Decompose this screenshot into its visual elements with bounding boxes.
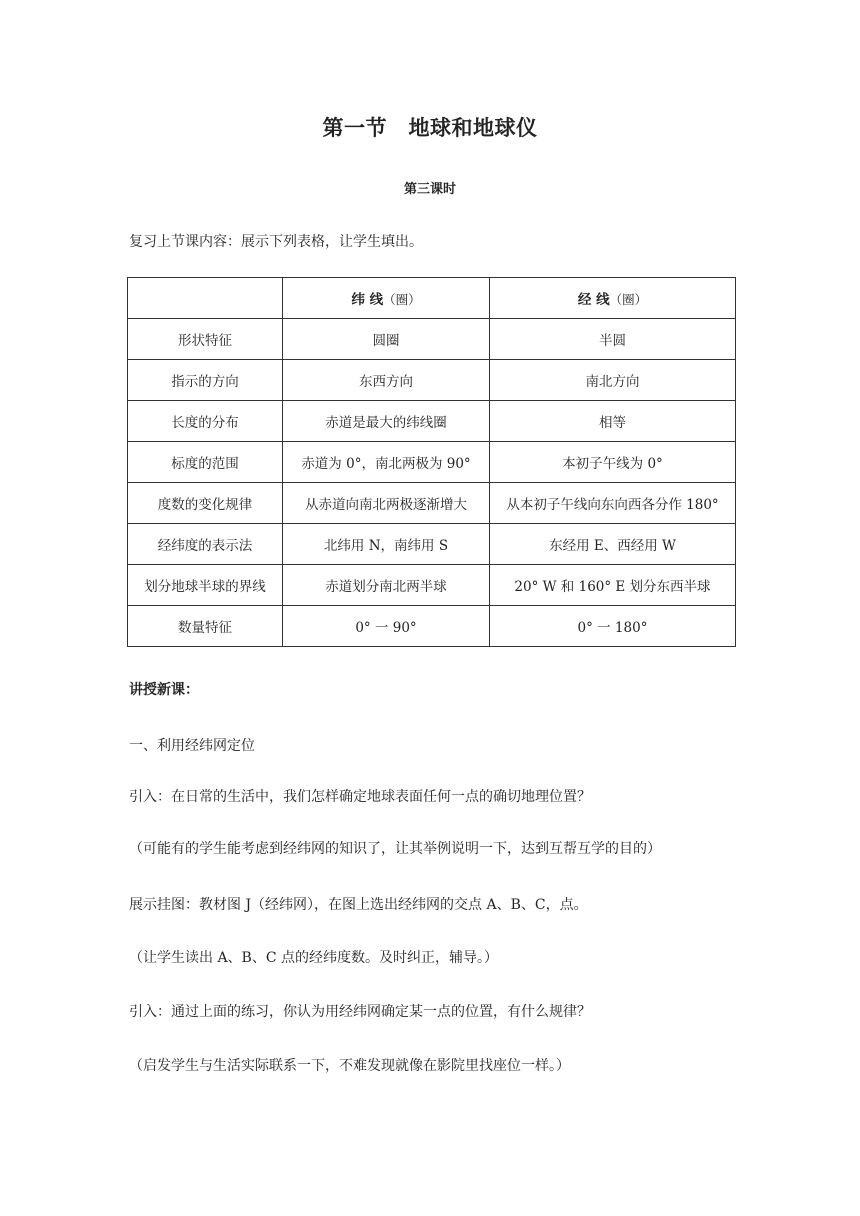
longitude-cell: 半圆 bbox=[490, 319, 736, 360]
header-longitude-note: （圈） bbox=[609, 292, 648, 307]
latitude-cell: 赤道划分南北两半球 bbox=[283, 565, 490, 606]
table-header-row bbox=[128, 278, 736, 319]
latitude-cell: 0° 一 90° bbox=[283, 606, 490, 647]
table-row bbox=[128, 401, 736, 442]
longitude-cell: 从本初子午线向东向西各分作 180° bbox=[490, 483, 736, 524]
latitude-cell: 圆圈 bbox=[283, 319, 490, 360]
table-row bbox=[128, 606, 736, 647]
latitude-cell: 赤道为 0°，南北两极为 90° bbox=[283, 442, 490, 483]
row-label: 指示的方向 bbox=[128, 360, 283, 401]
lesson-paragraph: （启发学生与生活实际联系一下，不难发现就像在影院里找座位一样。） bbox=[129, 1058, 570, 1074]
review-table bbox=[127, 277, 736, 647]
header-cell-latitude bbox=[283, 278, 490, 319]
latitude-cell: 赤道是最大的纬线圈 bbox=[283, 401, 490, 442]
header-latitude-label: 纬 线 bbox=[351, 292, 384, 308]
longitude-cell: 本初子午线为 0° bbox=[490, 442, 736, 483]
lesson-paragraph: （让学生读出 A、B、C 点的经纬度数。及时纠正，辅导。） bbox=[129, 950, 499, 966]
row-label: 经纬度的表示法 bbox=[128, 524, 283, 565]
new-lesson-heading: 讲授新课： bbox=[129, 682, 199, 698]
latitude-cell: 从赤道向南北两极逐渐增大 bbox=[283, 483, 490, 524]
intro-paragraph: 复习上节课内容：展示下列表格，让学生填出。 bbox=[129, 234, 423, 250]
lesson-paragraph: 展示挂图：教材图 J（经纬网），在图上选出经纬网的交点 A、B、C，点。 bbox=[129, 897, 588, 913]
longitude-cell: 相等 bbox=[490, 401, 736, 442]
row-label: 数量特征 bbox=[128, 606, 283, 647]
table-row bbox=[128, 524, 736, 565]
lesson-period-subtitle: 第三课时 bbox=[403, 182, 456, 197]
table-row bbox=[128, 319, 736, 360]
lesson-paragraph: （可能有的学生能考虑到经纬网的知识了，让其举例说明一下，达到互帮互学的目的） bbox=[129, 841, 661, 857]
document-title: 第一节 地球和地球仪 bbox=[322, 116, 538, 140]
longitude-cell: 南北方向 bbox=[490, 360, 736, 401]
header-cell-longitude bbox=[490, 278, 736, 319]
longitude-cell: 东经用 E、西经用 W bbox=[490, 524, 736, 565]
table-row bbox=[128, 360, 736, 401]
row-label: 度数的变化规律 bbox=[128, 483, 283, 524]
table-row bbox=[128, 442, 736, 483]
table-row bbox=[128, 565, 736, 606]
latitude-cell: 北纬用 N，南纬用 S bbox=[283, 524, 490, 565]
latitude-cell: 东西方向 bbox=[283, 360, 490, 401]
longitude-cell: 0° 一 180° bbox=[490, 606, 736, 647]
header-longitude-label: 经 线 bbox=[577, 292, 610, 308]
row-label: 标度的范围 bbox=[128, 442, 283, 483]
longitude-cell: 20° W 和 160° E 划分东西半球 bbox=[490, 565, 736, 606]
header-cell-empty bbox=[128, 278, 283, 319]
lesson-paragraph: 引入：通过上面的练习，你认为用经纬网确定某一点的位置，有什么规律？ bbox=[129, 1004, 591, 1020]
row-label: 长度的分布 bbox=[128, 401, 283, 442]
lesson-paragraph: 引入：在日常的生活中，我们怎样确定地球表面任何一点的确切地理位置？ bbox=[129, 789, 591, 805]
table-row bbox=[128, 483, 736, 524]
header-latitude-note: （圈） bbox=[383, 292, 421, 307]
row-label: 形状特征 bbox=[128, 319, 283, 360]
row-label: 划分地球半球的界线 bbox=[128, 565, 283, 606]
section-heading: 一、利用经纬网定位 bbox=[129, 738, 255, 754]
